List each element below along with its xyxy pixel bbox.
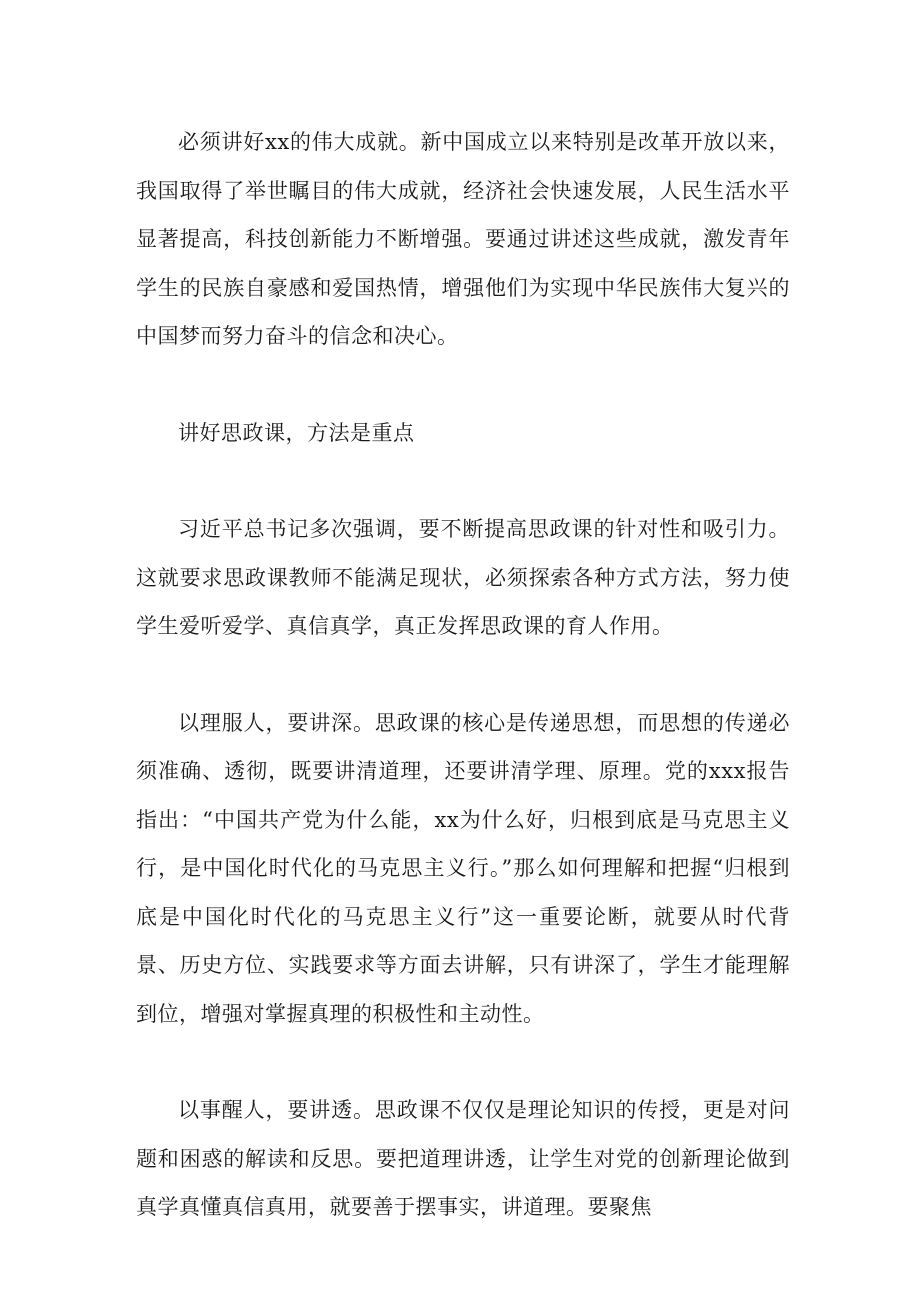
- document-page: [136, 118, 790, 1232]
- paragraph-spacer: [136, 361, 790, 409]
- paragraph-achievements: 必须讲好xx的伟大成就。新中国成立以来特别是改革开放以来，我国取得了举世瞩目的伟大成就，经济社会快速发展，人民生活水平显著提高，科技创新能力不断增强。要通过讲述这些成就，激发青年学生的民族自豪感和爱国热情，增强他们为实现中华民族伟大复兴的中国梦而努力奋斗的信念和决心。: [136, 130, 790, 348]
- paragraph-xi-emphasis: 习近平总书记多次强调，要不断提高思政课的针对性和吸引力。这就要求思政课教师不能满足现状，必须探索各种方式方法，努力使学生爱听爱学、真信真学，真正发挥思政课的育人作用。: [136, 517, 790, 638]
- paragraph-spacer: [136, 651, 790, 699]
- paragraph-spacer: [136, 457, 790, 505]
- section-heading-method: 讲好思政课，方法是重点: [178, 420, 415, 445]
- paragraph-spacer: [136, 1038, 790, 1086]
- paragraph-facts: 以事醒人，要讲透。思政课不仅仅是理论知识的传授，更是对问题和困惑的解读和反思。要把道理讲透，让学生对党的创新理论做到真学真懂真信真用，就要善于摆事实，讲道理。要聚焦: [136, 1098, 790, 1219]
- paragraph-reason: 以理服人，要讲深。思政课的核心是传递思想，而思想的传递必须准确、透彻，既要讲清道理，还要讲清学理、原理。党的xxx报告指出：“中国共产党为什么能，xx为什么好，归根到底是马克思主义行，是中国化时代化的马克思主义行。”那么如何理解和把握“归根到底是中国化时代化的马克思主义行”这一重要论断，就要从时代背景、历史方位、实践要求等方面去讲解，只有讲深了，学生才能理解到位，增强对掌握真理的积极性和主动性。: [136, 710, 790, 1026]
